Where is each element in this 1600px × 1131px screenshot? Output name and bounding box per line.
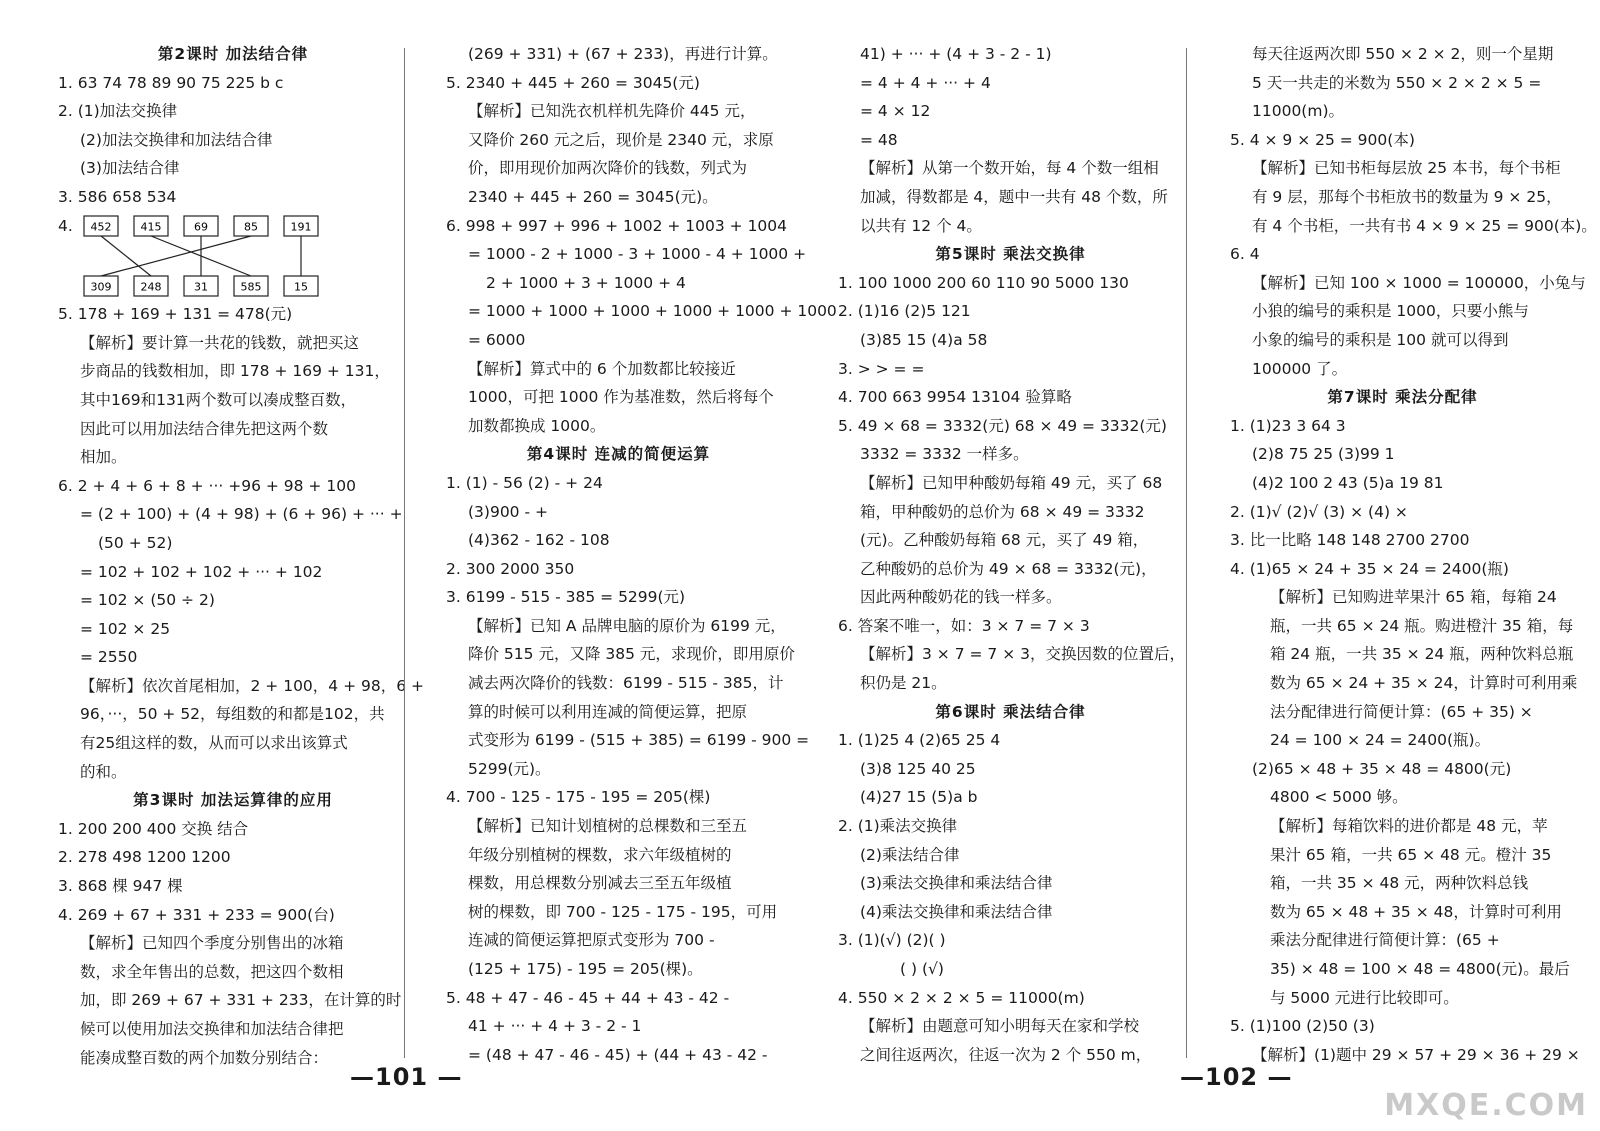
- text-line: 6. 4: [1230, 245, 1260, 264]
- text-line: 加减，得数都是 4，题中一共有 48 个数，所: [860, 187, 1168, 206]
- text-line: (2)65 × 48 + 35 × 48 = 4800(元): [1252, 759, 1512, 778]
- text-line: 1000，可把 1000 作为基准数，然后将每个: [468, 388, 774, 407]
- text-line: 【解析】3 × 7 = 7 × 3，交换因数的位置后，: [860, 645, 1185, 664]
- number-box-label: 31: [194, 280, 208, 294]
- text-line: 4. (1)65 × 24 + 35 × 24 = 2400(瓶): [1230, 559, 1509, 578]
- text-line: 能凑成整百数的两个加数分别结合：: [80, 1048, 329, 1067]
- text-line: 41) + ··· + (4 + 3 - 2 - 1): [860, 45, 1052, 63]
- text-line: 箱，一共 35 × 48 元，两种饮料总钱: [1270, 874, 1529, 893]
- text-line: 乘法分配律进行简便计算：(65 +: [1270, 931, 1500, 950]
- text-line: 2. 300 2000 350: [446, 559, 575, 578]
- text-line: 1. (1)23 3 64 3: [1230, 416, 1346, 435]
- text-line: (50 + 52): [98, 533, 173, 552]
- text-line: (3)乘法交换律和乘法结合律: [860, 874, 1053, 893]
- text-line: 小狼的编号的乘积是 1000，只要小熊与: [1252, 302, 1529, 321]
- text-line: 步商品的钱数相加，即 178 + 169 + 131，: [80, 362, 390, 381]
- text-line: 瓶，一共 65 × 24 瓶。购进橙汁 35 箱，每: [1270, 616, 1574, 635]
- text-line: 3. 586 658 534: [58, 187, 177, 206]
- text-line: 5. 48 + 47 - 46 - 45 + 44 + 43 - 42 -: [446, 988, 730, 1007]
- text-line: = 48: [860, 130, 898, 149]
- text-line: 棵数，用总棵数分别减去三至五年级植: [468, 874, 732, 893]
- text-line: = 102 × (50 ÷ 2): [80, 591, 215, 610]
- text-line: (元)。乙种酸奶每箱 68 元，买了 49 箱，: [860, 531, 1149, 550]
- text-line: 与 5000 元进行比较即可。: [1270, 988, 1459, 1007]
- text-line: 1. (1) - 56 (2) - + 24: [446, 473, 603, 492]
- text-line: 数为 65 × 24 + 35 × 24，计算时可利用乘: [1270, 674, 1578, 693]
- text-line: 11000(m)。: [1252, 102, 1345, 121]
- text-line: 【解析】已知洗衣机样机先降价 445 元，: [468, 102, 756, 121]
- text-line: 式变形为 6199 - (515 + 385) = 6199 - 900 =: [468, 731, 810, 750]
- text-line: 5 天一共走的米数为 550 × 2 × 2 × 5 =: [1252, 73, 1542, 92]
- watermark-text: MXQE.COM: [1384, 1088, 1588, 1123]
- text-line: 4.: [58, 216, 73, 235]
- text-line: 果汁 65 箱，一共 65 × 48 元。橙汁 35: [1270, 845, 1552, 864]
- text-line: 算的时候可以利用连减的简便运算，把原: [468, 702, 748, 721]
- text-line: = 6000: [468, 330, 526, 349]
- text-line: 【解析】要计算一共花的钱数，就把买这: [80, 333, 360, 352]
- text-line: 3. 868 棵 947 棵: [58, 877, 183, 896]
- text-line: (2)8 75 25 (3)99 1: [1252, 445, 1395, 464]
- text-line: 年级分别植树的棵数，求六年级植树的: [468, 845, 732, 864]
- text-line: 连减的简便运算把原式变形为 700 -: [468, 931, 715, 950]
- text-line: = 4 × 12: [860, 102, 931, 121]
- text-line: (4)2 100 2 43 (5)a 19 81: [1252, 473, 1444, 492]
- column-3: [838, 40, 1183, 1069]
- text-line: = 4 + 4 + ··· + 4: [860, 73, 991, 92]
- text-line: (125 + 175) - 195 = 205(棵)。: [468, 960, 703, 978]
- text-line: (4)乘法交换律和乘法结合律: [860, 902, 1053, 921]
- text-line: 2. (1)加法交换律: [58, 102, 178, 121]
- text-line: 2. (1)16 (2)5 121: [838, 302, 971, 321]
- text-line: (3)85 15 (4)a 58: [860, 330, 988, 349]
- text-line: 【解析】已知书柜每层放 25 本书，每个书柜: [1252, 159, 1561, 178]
- text-line: 96，···，50 + 52，每组数的和都是102，共: [80, 705, 385, 724]
- text-line: 减去两次降价的钱数：6199 - 515 - 385，计: [468, 674, 784, 693]
- text-line: 【解析】已知四个季度分别售出的冰箱: [80, 934, 344, 953]
- page-number-right: —102 —: [1180, 1063, 1293, 1091]
- text-line: 6. 2 + 4 + 6 + 8 + ··· +96 + 98 + 100: [58, 476, 356, 495]
- text-line: 其中169和131两个数可以凑成整百数，: [80, 390, 357, 409]
- text-line: 3. > > = =: [838, 359, 925, 378]
- section-heading: 第3课时 加法运算律的应用: [133, 791, 333, 810]
- text-line: 乙种酸奶的总价为 49 × 68 = 3332(元)，: [860, 559, 1157, 578]
- text-line: 的和。: [80, 762, 127, 781]
- text-line: 加，即 269 + 67 + 331 + 233，在计算的时: [80, 991, 402, 1010]
- column-separator: [1186, 48, 1187, 1058]
- text-line: 【解析】已知 A 品牌电脑的原价为 6199 元，: [468, 616, 786, 635]
- text-line: 【解析】依次首尾相加，2 + 100，4 + 98，6 +: [80, 676, 424, 695]
- text-line: = (2 + 100) + (4 + 98) + (6 + 96) + ··· +: [80, 505, 403, 524]
- text-line: 数，求全年售出的总数，把这四个数相: [80, 962, 344, 981]
- text-line: (2)乘法结合律: [860, 845, 960, 864]
- number-box-label: 452: [90, 220, 112, 234]
- text-line: 4. 700 - 125 - 175 - 195 = 205(棵): [446, 788, 711, 807]
- text-line: 以共有 12 个 4。: [860, 216, 982, 235]
- matching-diagram: [84, 214, 324, 300]
- text-line: 3. (1)(√) (2)( ): [838, 931, 946, 950]
- text-line: 24 = 100 × 24 = 2400(瓶)。: [1270, 731, 1491, 750]
- number-box-label: 85: [244, 220, 258, 234]
- section-heading: 第7课时 乘法分配律: [1327, 388, 1478, 407]
- number-box-label: 248: [140, 280, 162, 294]
- text-line: = 1000 - 2 + 1000 - 3 + 1000 - 4 + 1000 +: [468, 245, 807, 264]
- text-line: 1. (1)25 4 (2)65 25 4: [838, 731, 1001, 750]
- text-line: 2 + 1000 + 3 + 1000 + 4: [486, 273, 686, 292]
- text-line: 【解析】已知计划植树的总棵数和三至五: [468, 817, 748, 836]
- text-line: 有 4 个书柜，一共有书 4 × 9 × 25 = 900(本)。: [1252, 216, 1597, 235]
- text-line: 法分配律进行简便计算：(65 + 35) ×: [1270, 702, 1533, 721]
- match-line: [101, 236, 151, 276]
- text-line: 2340 + 445 + 260 = 3045(元)。: [468, 187, 718, 206]
- text-line: 【解析】已知甲种酸奶每箱 49 元，买了 68: [860, 473, 1163, 492]
- text-line: 5299(元)。: [468, 759, 551, 778]
- text-line: 【解析】(1)题中 29 × 57 + 29 × 36 + 29 ×: [1252, 1045, 1580, 1064]
- text-line: 又降价 260 元之后，现价是 2340 元，求原: [468, 130, 774, 149]
- text-line: = 1000 + 1000 + 1000 + 1000 + 1000 + 1000: [468, 302, 837, 321]
- column-1: [58, 40, 424, 1072]
- matching-diagram-container: [84, 214, 324, 300]
- text-line: (269 + 331) + (67 + 233)，再进行计算。: [468, 45, 778, 63]
- text-line: = (48 + 47 - 46 - 45) + (44 + 43 - 42 -: [468, 1045, 768, 1064]
- match-line: [101, 236, 251, 276]
- text-line: 树的棵数，即 700 - 125 - 175 - 195，可用: [468, 902, 778, 921]
- text-line: 1. 200 200 400 交换 结合: [58, 819, 249, 838]
- text-line: 相加。: [80, 448, 127, 467]
- number-box-label: 191: [290, 220, 312, 234]
- text-line: 箱 24 瓶，一共 35 × 24 瓶，两种饮料总瓶: [1270, 645, 1574, 664]
- text-line: 3332 = 3332 一样多。: [860, 445, 1029, 464]
- text-line: 价，即用现价加两次降价的钱数，列式为: [468, 159, 748, 178]
- column-2: [446, 40, 837, 1069]
- section-heading: 第4课时 连减的简便运算: [526, 445, 711, 464]
- text-line: 【解析】已知购进苹果汁 65 箱，每箱 24: [1270, 588, 1557, 607]
- section-heading: 第6课时 乘法结合律: [935, 702, 1086, 721]
- text-line: 2. (1)√ (2)√ (3) × (4) ×: [1230, 502, 1408, 521]
- text-line: 5. 4 × 9 × 25 = 900(本): [1230, 130, 1415, 149]
- text-line: = 102 + 102 + 102 + ··· + 102: [80, 562, 323, 581]
- text-line: (4)27 15 (5)a b: [860, 788, 978, 807]
- number-box-label: 415: [140, 220, 162, 234]
- text-line: 之间往返两次，往返一次为 2 个 550 m，: [860, 1045, 1152, 1064]
- text-line: ( ) (√): [900, 960, 944, 978]
- column-4: [1230, 40, 1597, 1069]
- text-line: (4)362 - 162 - 108: [468, 531, 610, 550]
- text-line: 数为 65 × 48 + 35 × 48，计算时可利用: [1270, 902, 1562, 921]
- text-line: 候可以使用加法交换律和加法结合律把: [80, 1020, 344, 1038]
- column-separator: [404, 48, 405, 1058]
- text-line: 5. (1)100 (2)50 (3): [1230, 1017, 1375, 1036]
- text-line: 【解析】算式中的 6 个加数都比较接近: [468, 359, 736, 378]
- text-line: 【解析】由题意可知小明每天在家和学校: [860, 1017, 1140, 1036]
- text-line: 3. 比一比略 148 148 2700 2700: [1230, 531, 1470, 550]
- text-line: 41 + ··· + 4 + 3 - 2 - 1: [468, 1017, 642, 1036]
- text-line: 每天往返两次即 550 × 2 × 2，则一个星期: [1252, 45, 1554, 63]
- text-line: 100000 了。: [1252, 359, 1348, 378]
- text-line: 有25组这样的数，从而可以求出该算式: [80, 734, 348, 753]
- page-number-left: —101 —: [350, 1063, 463, 1091]
- text-line: 5. 2340 + 445 + 260 = 3045(元): [446, 73, 700, 92]
- text-line: 因此可以用加法结合律先把这两个数: [80, 419, 329, 438]
- text-line: 35) × 48 = 100 × 48 = 4800(元)。最后: [1270, 960, 1570, 978]
- text-line: 4800 < 5000 够。: [1270, 788, 1408, 807]
- text-line: = 102 × 25: [80, 619, 171, 638]
- text-line: = 2550: [80, 648, 138, 667]
- text-line: 箱，甲种酸奶的总价为 68 × 49 = 3332: [860, 502, 1145, 521]
- text-line: 3. 6199 - 515 - 385 = 5299(元): [446, 588, 686, 607]
- text-line: 6. 答案不唯一，如：3 × 7 = 7 × 3: [838, 616, 1090, 635]
- text-line: 【解析】从第一个数开始，每 4 个数一组相: [860, 159, 1159, 178]
- text-line: 1. 100 1000 200 60 110 90 5000 130: [838, 273, 1129, 292]
- number-box-label: 69: [194, 220, 208, 234]
- text-line: (3)900 - +: [468, 502, 548, 521]
- text-line: 4. 269 + 67 + 331 + 233 = 900(台): [58, 905, 335, 924]
- text-line: 小象的编号的乘积是 100 就可以得到: [1252, 330, 1509, 349]
- text-line: 因此两种酸奶花的钱一样多。: [860, 588, 1062, 607]
- text-line: (3)8 125 40 25: [860, 759, 976, 778]
- text-line: 4. 700 663 9954 13104 验算略: [838, 388, 1072, 407]
- section-heading: 第5课时 乘法交换律: [935, 245, 1086, 264]
- text-line: 2. (1)乘法交换律: [838, 817, 958, 836]
- text-line: 5. 49 × 68 = 3332(元) 68 × 49 = 3332(元): [838, 416, 1167, 435]
- text-line: 【解析】已知 100 × 1000 = 100000，小兔与: [1252, 273, 1586, 292]
- text-line: 6. 998 + 997 + 996 + 1002 + 1003 + 1004: [446, 216, 788, 235]
- number-box-label: 585: [240, 280, 262, 294]
- text-line: 积仍是 21。: [860, 674, 947, 693]
- text-line: 有 9 层，那每个书柜放书的数量为 9 × 25，: [1252, 187, 1562, 206]
- text-line: 【解析】每箱饮料的进价都是 48 元，苹: [1270, 817, 1548, 836]
- text-line: 2. 278 498 1200 1200: [58, 848, 231, 867]
- text-line: 加数都换成 1000。: [468, 416, 606, 435]
- text-line: (3)加法结合律: [80, 159, 180, 178]
- text-line: 1. 63 74 78 89 90 75 225 b c: [58, 73, 284, 92]
- text-line: 降价 515 元，又降 385 元，求现价，即用原价: [468, 645, 795, 664]
- text-line: (2)加法交换律和加法结合律: [80, 130, 273, 149]
- section-heading: 第2课时 加法结合律: [157, 45, 309, 63]
- number-box-label: 309: [90, 280, 112, 294]
- text-line: 4. 550 × 2 × 2 × 5 = 11000(m): [838, 988, 1085, 1007]
- text-line: 5. 178 + 169 + 131 = 478(元): [58, 305, 293, 324]
- number-box-label: 15: [294, 280, 308, 294]
